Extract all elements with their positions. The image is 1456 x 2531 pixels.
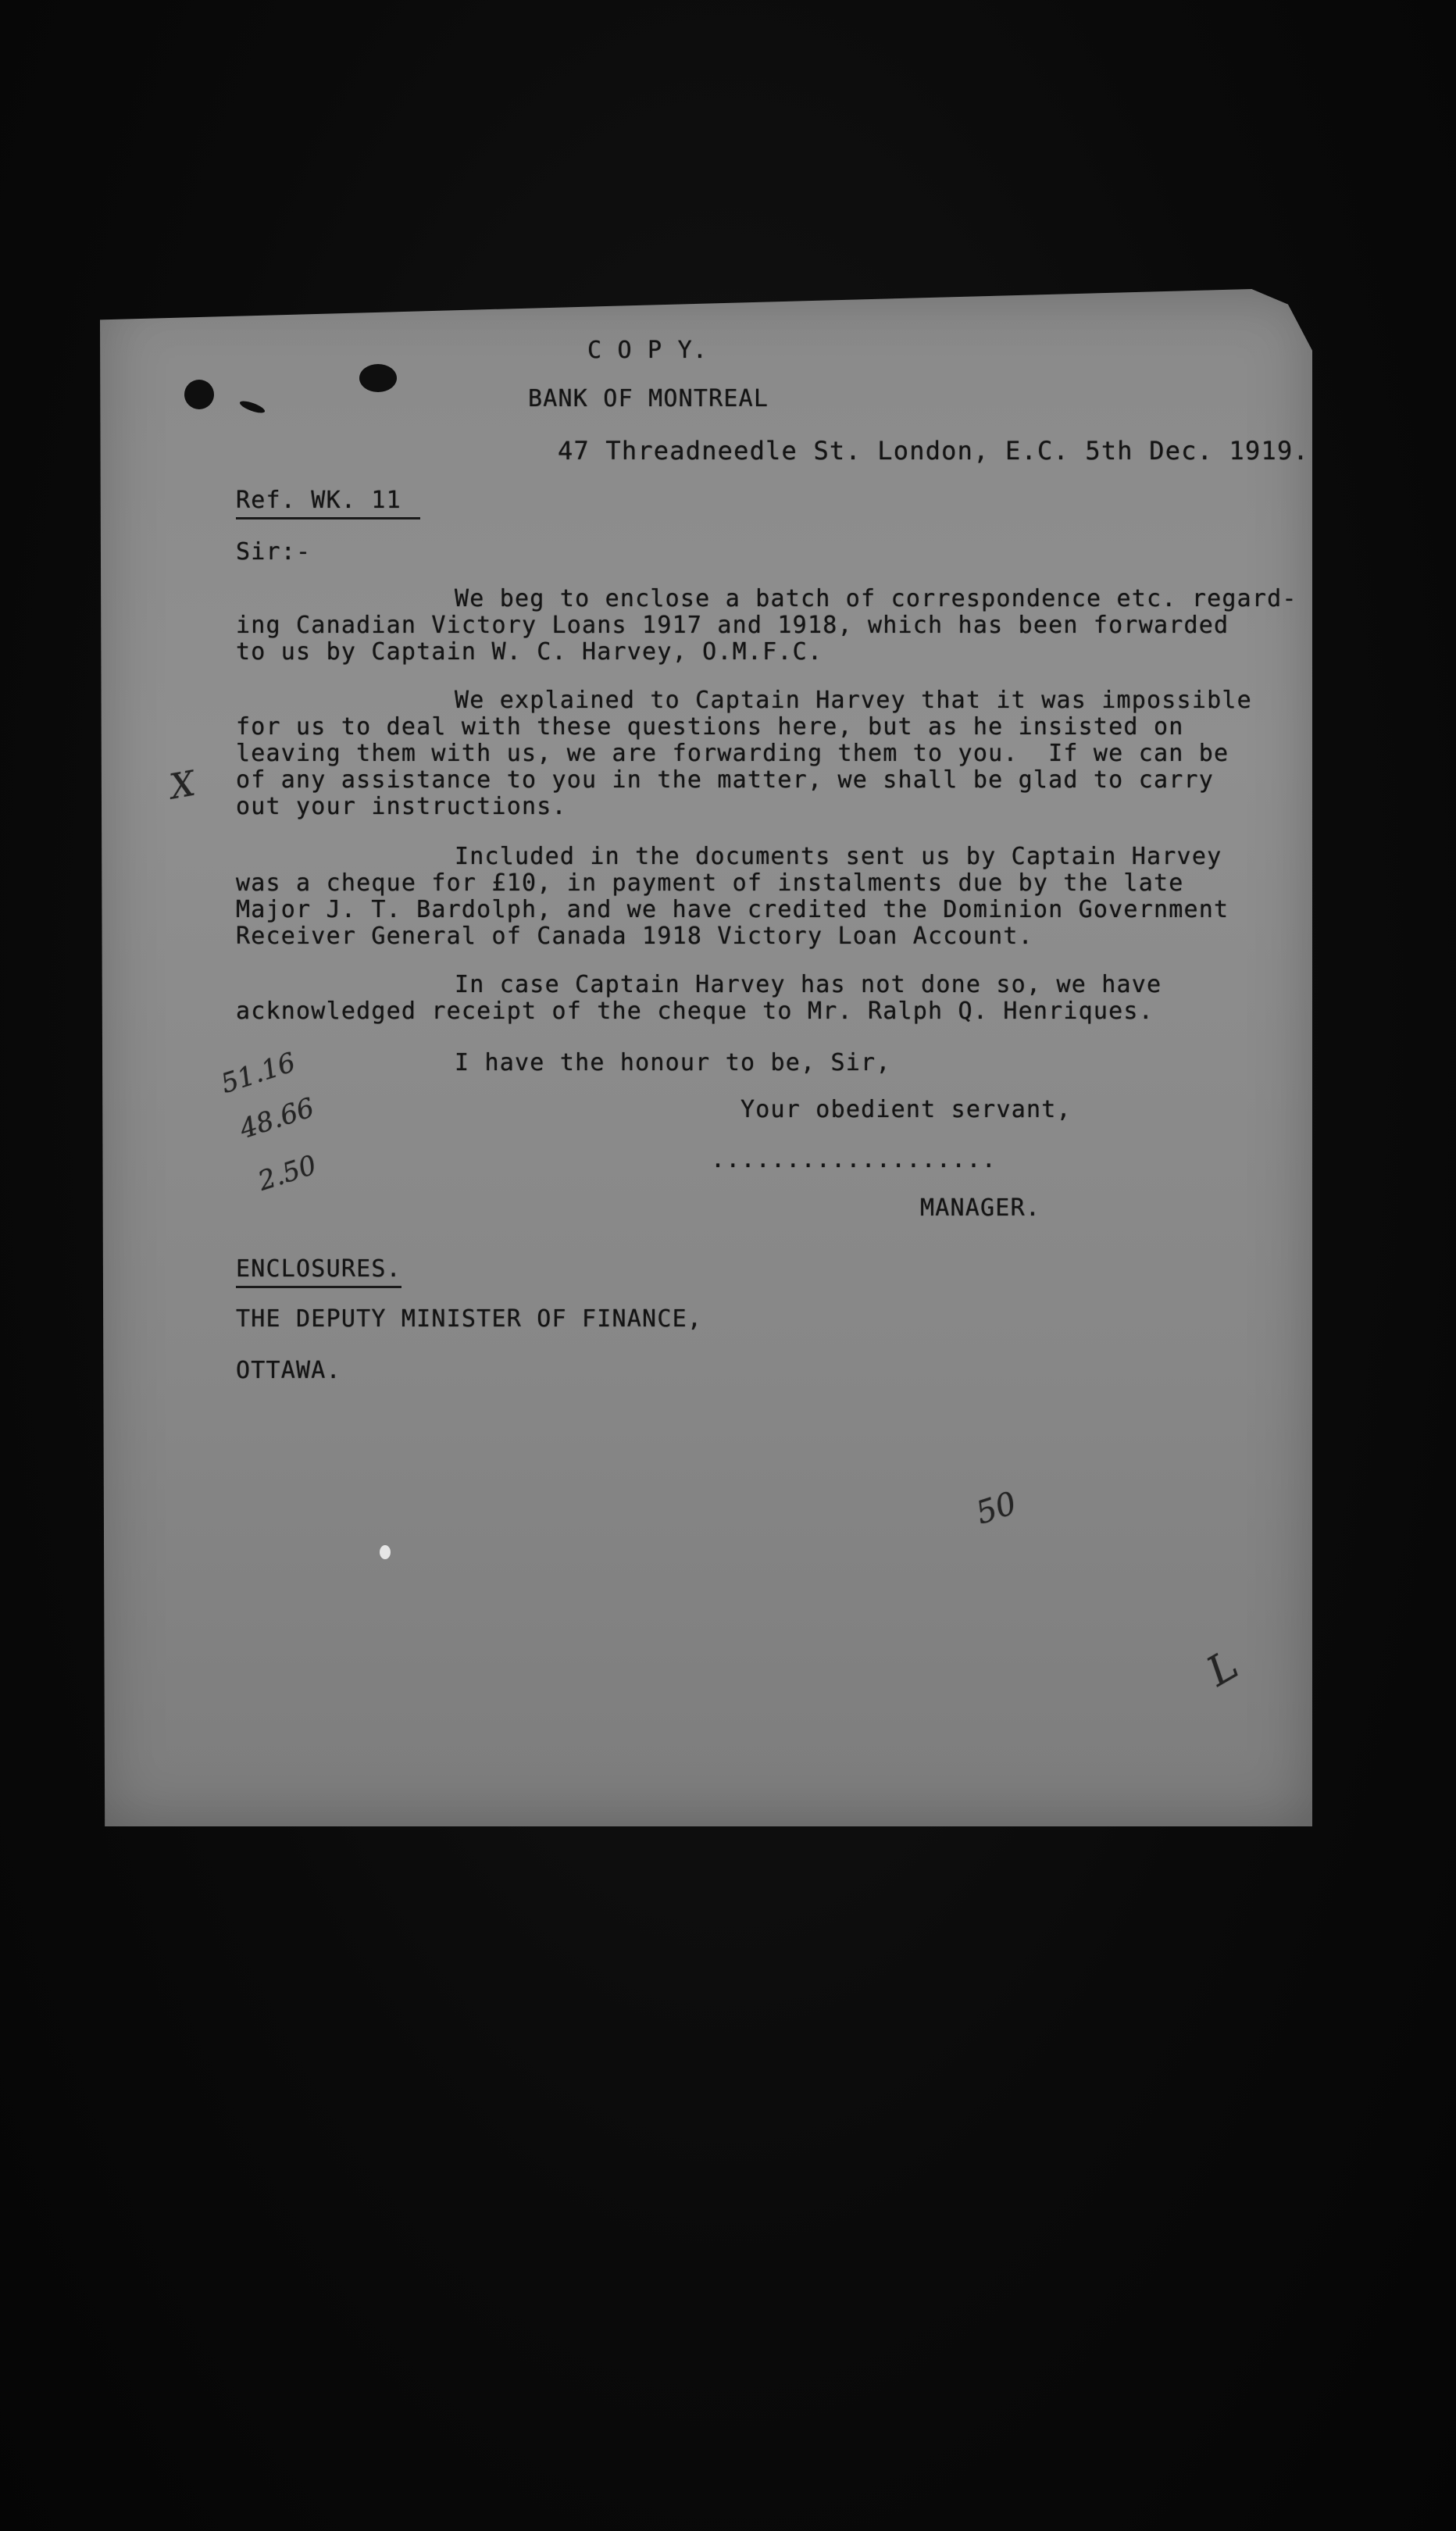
para4-line2: acknowledged receipt of the cheque to Mr. Ralph Q. Henriques.: [236, 998, 1154, 1025]
para2-line2: for us to deal with these questions here, but as he insisted on: [236, 713, 1184, 741]
enclosures-heading: ENCLOSURES.: [236, 1256, 401, 1288]
bank-name: BANK OF MONTREAL: [528, 385, 769, 412]
address-date: 47 Threadneedle St. London, E.C. 5th Dec. 1919.: [558, 436, 1309, 466]
para3-line1: Included in the documents sent us by Captain Harvey: [455, 843, 1222, 870]
copy-heading: C O P Y.: [587, 337, 708, 364]
para2-line1: We explained to Captain Harvey that it was impossible: [455, 687, 1252, 714]
addressee-line2: OTTAWA.: [236, 1357, 341, 1384]
para1-line2: ing Canadian Victory Loans 1917 and 1918, which has been forwarded: [236, 612, 1229, 639]
signatory-title: MANAGER.: [920, 1194, 1041, 1222]
dust-speck: [380, 1545, 391, 1559]
valediction: Your obedient servant,: [740, 1096, 1072, 1123]
para4-line1: In case Captain Harvey has not done so, we have: [455, 971, 1162, 998]
para1-line3: to us by Captain W. C. Harvey, O.M.F.C.: [236, 638, 823, 666]
pencil-note-3: 2.50: [254, 1149, 321, 1198]
corner-mark: L: [1199, 1641, 1247, 1696]
signature-dots: ...................: [711, 1146, 997, 1173]
para2-line3: leaving them with us, we are forwarding them to you. If we can be: [236, 740, 1229, 767]
addressee-line1: THE DEPUTY MINISTER OF FINANCE,: [236, 1305, 703, 1333]
closing-line: I have the honour to be, Sir,: [455, 1049, 891, 1076]
pencil-note-2: 48.66: [236, 1091, 319, 1146]
reference: Ref. WK. 11: [236, 487, 420, 519]
para2-line4: of any assistance to you in the matter, we shall be glad to carry: [236, 766, 1214, 794]
para3-line2: was a cheque for £10, in payment of instalments due by the late: [236, 869, 1184, 897]
ink-blot: [184, 380, 214, 409]
page-number-note: 50: [972, 1485, 1021, 1532]
para2-line5: out your instructions.: [236, 793, 567, 820]
salutation: Sir:-: [236, 538, 312, 566]
margin-x-mark: X: [166, 763, 198, 808]
ink-blot: [359, 364, 397, 392]
para3-line3: Major J. T. Bardolph, and we have credited the Dominion Government: [236, 896, 1229, 923]
para1-line1: We beg to enclose a batch of correspondence etc. regard-: [455, 585, 1297, 612]
pencil-note-1: 51.16: [217, 1046, 300, 1101]
para3-line4: Receiver General of Canada 1918 Victory Loan Account.: [236, 923, 1033, 950]
